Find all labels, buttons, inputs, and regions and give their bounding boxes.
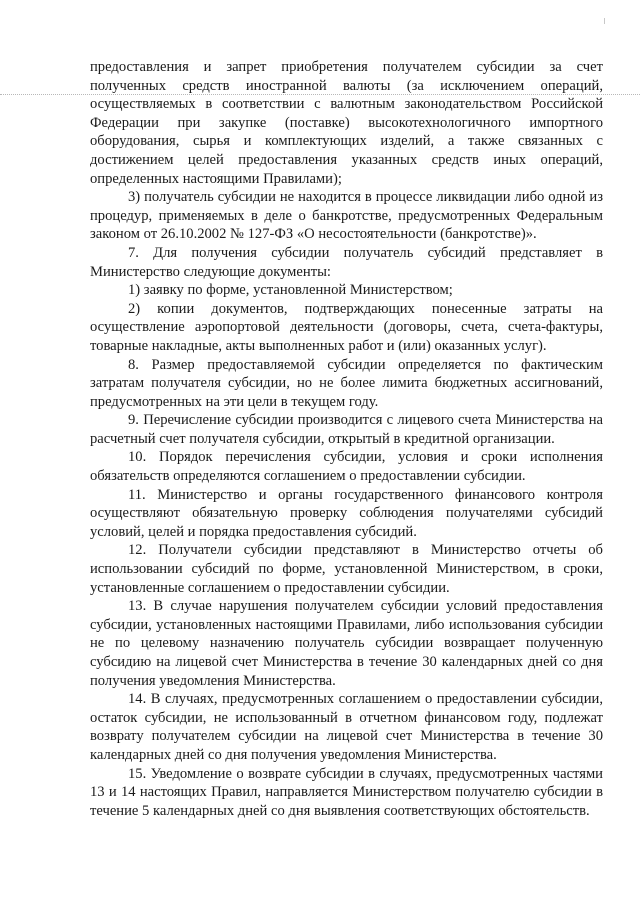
paragraph-14: 14. В случаях, предусмотренных соглашением о предоставлении субсидии, остаток субсидии, не использованный в отчетном финансовом году, подлежат возврату получателем субсидии на лицевой счет Министерства в течение 30 календарных дней со дня получения уведомления Министерства. — [90, 691, 603, 763]
document-body — [90, 58, 603, 820]
paragraph-7: 7. Для получения субсидии получатель субсидий представляет в Министерство следующие документы: — [90, 244, 603, 280]
paragraph-9: 9. Перечисление субсидии производится с лицевого счета Министерства на расчетный счет получателя субсидии, открытый в кредитной организации. — [90, 412, 603, 447]
paragraph-12: 12. Получатели субсидии представляют в Министерство отчеты об использовании субсидий по форме, установленной Министерством, в сроки, установленные соглашением о предоставлении субсидии. — [90, 542, 603, 596]
paragraph-13: 13. В случае нарушения получателем субсидии условий предоставления субсидии, установленных настоящими Правилами, либо использования субсидии не по целевому назначению получатель субсидии возвращает полученную субсидию на лицевой счет Министерства в течение 30 календарных дней со дня получения уведомления Министерства. — [90, 598, 603, 689]
paragraph-8: 8. Размер предоставляемой субсидии определяется по фактическим затратам получателя субсидии, но не более лимита бюджетных ассигнований, предусмотренных на эти цели в текущем году. — [90, 356, 603, 410]
paragraph-7-item-1: 1) заявку по форме, установленной Министерством; — [128, 282, 453, 299]
paragraph-10: 10. Порядок перечисления субсидии, условия и сроки исполнения обязательств определяются соглашением о предоставлении субсидии. — [90, 449, 603, 485]
paragraph-item-3: 3) получатель субсидии не находится в процессе ликвидации либо одной из процедур, применяемых в деле о банкротстве, предусмотренных Федеральным законом от 26.10.2002 № 127-ФЗ «О несостоятельности (банкротстве)». — [90, 189, 603, 243]
paragraph-continuation: предоставления и запрет приобретения получателем субсидии за счет полученных средств иностранной валюты (за исключением операций, осуществляемых в соответствии с валютным законодательством Российской Федерации при закупке (поставке) высокотехнологичного импортного оборудования, сырья и комплектующих изделий, а также связанных с достижением целей предоставления указанных средств иных операций, определенных настоящими Правилами); — [90, 59, 603, 187]
paragraph-7-item-2: 2) копии документов, подтверждающих понесенные затраты на осуществление аэропортовой деятельности (договоры, счета, счета-фактуры, товарные накладные, акты выполненных работ и (или) оказанных услуг). — [90, 300, 603, 354]
scan-artifact-mark — [604, 18, 605, 24]
paragraph-15: 15. Уведомление о возврате субсидии в случаях, предусмотренных частями 13 и 14 настоящих Правил, направляется Министерством получателю субсидии в течение 5 календарных дней со дня выявления соответствующих обстоятельств. — [90, 765, 603, 819]
paragraph-11: 11. Министерство и органы государственного финансового контроля осуществляют обязательную проверку соблюдения получателями субсидий условий, целей и порядка предоставления субсидий. — [90, 486, 603, 540]
